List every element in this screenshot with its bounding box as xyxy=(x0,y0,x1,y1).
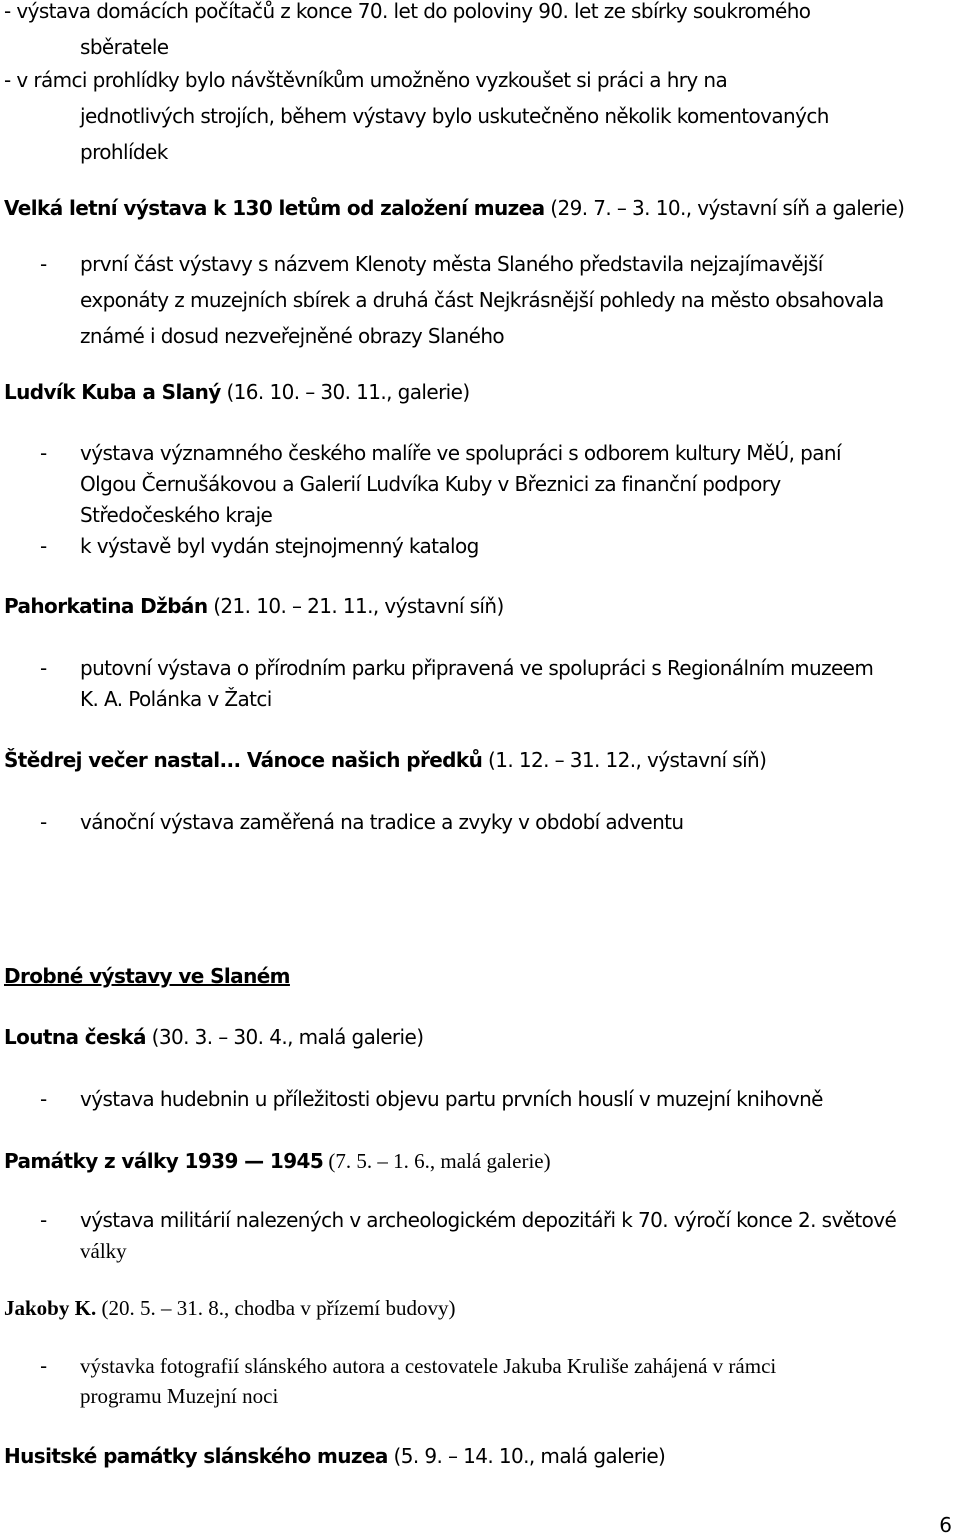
page-number: 6 xyxy=(939,1513,952,1537)
list-dash: - xyxy=(40,252,48,276)
exhibition-heading xyxy=(4,1293,455,1323)
exhibition-title: Loutna česká xyxy=(4,1025,146,1049)
text-line: výstavka fotografií slánského autora a cestovatele Jakuba Kruliše zahájená v rámci xyxy=(80,1354,777,1378)
text-line: programu Muzejní noci xyxy=(80,1384,279,1408)
text-line: první část výstavy s názvem Klenoty města Slaného představila nejzajímavější xyxy=(80,252,823,276)
exhibition-meta: (29. 7. – 3. 10., výstavní síň a galerie) xyxy=(544,196,905,220)
exhibition-title: Velká letní výstava k 130 letům od založení muzea xyxy=(4,196,545,220)
list-dash: - xyxy=(40,1087,48,1111)
exhibition-meta: (7. 5. – 1. 6., malá galerie) xyxy=(323,1149,551,1173)
exhibition-meta: (30. 3. – 30. 4., malá galerie) xyxy=(145,1025,424,1049)
text-line: Olgou Černušákovou a Galerií Ludvíka Kuby v Březnici za finanční podpory xyxy=(80,472,781,496)
exhibition-heading xyxy=(4,1146,551,1176)
exhibition-title: Štědrej večer nastal... Vánoce našich předků xyxy=(4,748,483,772)
list-dash: - xyxy=(40,656,48,680)
exhibition-heading xyxy=(4,591,504,621)
exhibition-heading xyxy=(4,1022,423,1052)
exhibition-meta: (1. 12. – 31. 12., výstavní síň) xyxy=(482,748,767,772)
text-line: exponáty z muzejních sbírek a druhá část Nejkrásnější pohledy na město obsahovala xyxy=(80,288,884,312)
exhibition-title: Památky z války 1939 — 1945 xyxy=(4,1149,324,1173)
text-line: vánoční výstava zaměřená na tradice a zvyky v období adventu xyxy=(80,810,684,834)
text-line: - výstava domácích počítačů z konce 70. let do poloviny 90. let ze sbírky soukromého xyxy=(4,0,811,23)
text-line: putovní výstava o přírodním parku připravená ve spolupráci s Regionálním muzeem xyxy=(80,656,874,680)
list-dash: - xyxy=(40,810,48,834)
exhibition-title: Pahorkatina Džbán xyxy=(4,594,208,618)
exhibition-heading xyxy=(4,377,470,407)
text-line: prohlídek xyxy=(80,140,168,164)
list-dash: - xyxy=(40,1354,48,1378)
exhibition-title: Jakoby K. xyxy=(4,1296,97,1320)
exhibition-meta: (21. 10. – 21. 11., výstavní síň) xyxy=(207,594,504,618)
list-dash: - xyxy=(40,441,48,465)
list-dash: - xyxy=(40,534,48,558)
text-line: k výstavě byl vydán stejnojmenný katalog xyxy=(80,534,479,558)
text-line: - v rámci prohlídky bylo návštěvníkům umožněno vyzkoušet si práci a hry na xyxy=(4,68,728,92)
exhibition-meta: (5. 9. – 14. 10., malá galerie) xyxy=(387,1444,666,1468)
section-heading: Drobné výstavy ve Slaném xyxy=(4,964,290,988)
exhibition-meta: (16. 10. – 30. 11., galerie) xyxy=(220,380,470,404)
text-line: války xyxy=(80,1239,127,1263)
list-dash: - xyxy=(40,1208,48,1232)
text-line: sběratele xyxy=(80,35,169,59)
text-line: Středočeského kraje xyxy=(80,503,273,527)
exhibition-heading xyxy=(4,1441,665,1471)
exhibition-meta: (20. 5. – 31. 8., chodba v přízemí budovy) xyxy=(96,1296,456,1320)
text-line: známé i dosud nezveřejněné obrazy Slaného xyxy=(80,324,505,348)
exhibition-title: Husitské památky slánského muzea xyxy=(4,1444,388,1468)
exhibition-heading xyxy=(4,193,904,223)
text-line: K. A. Polánka v Žatci xyxy=(80,687,272,711)
text-line: výstava hudebnin u příležitosti objevu partu prvních houslí v muzejní knihovně xyxy=(80,1087,823,1111)
text-line: výstava významného českého malíře ve spolupráci s odborem kultury MěÚ, paní xyxy=(80,441,841,465)
text-line: jednotlivých strojích, během výstavy bylo uskutečněno několik komentovaných xyxy=(80,104,829,128)
exhibition-heading xyxy=(4,745,766,775)
text-line: výstava militárií nalezených v archeologickém depozitáři k 70. výročí konce 2. světové xyxy=(80,1208,897,1232)
exhibition-title: Ludvík Kuba a Slaný xyxy=(4,380,221,404)
